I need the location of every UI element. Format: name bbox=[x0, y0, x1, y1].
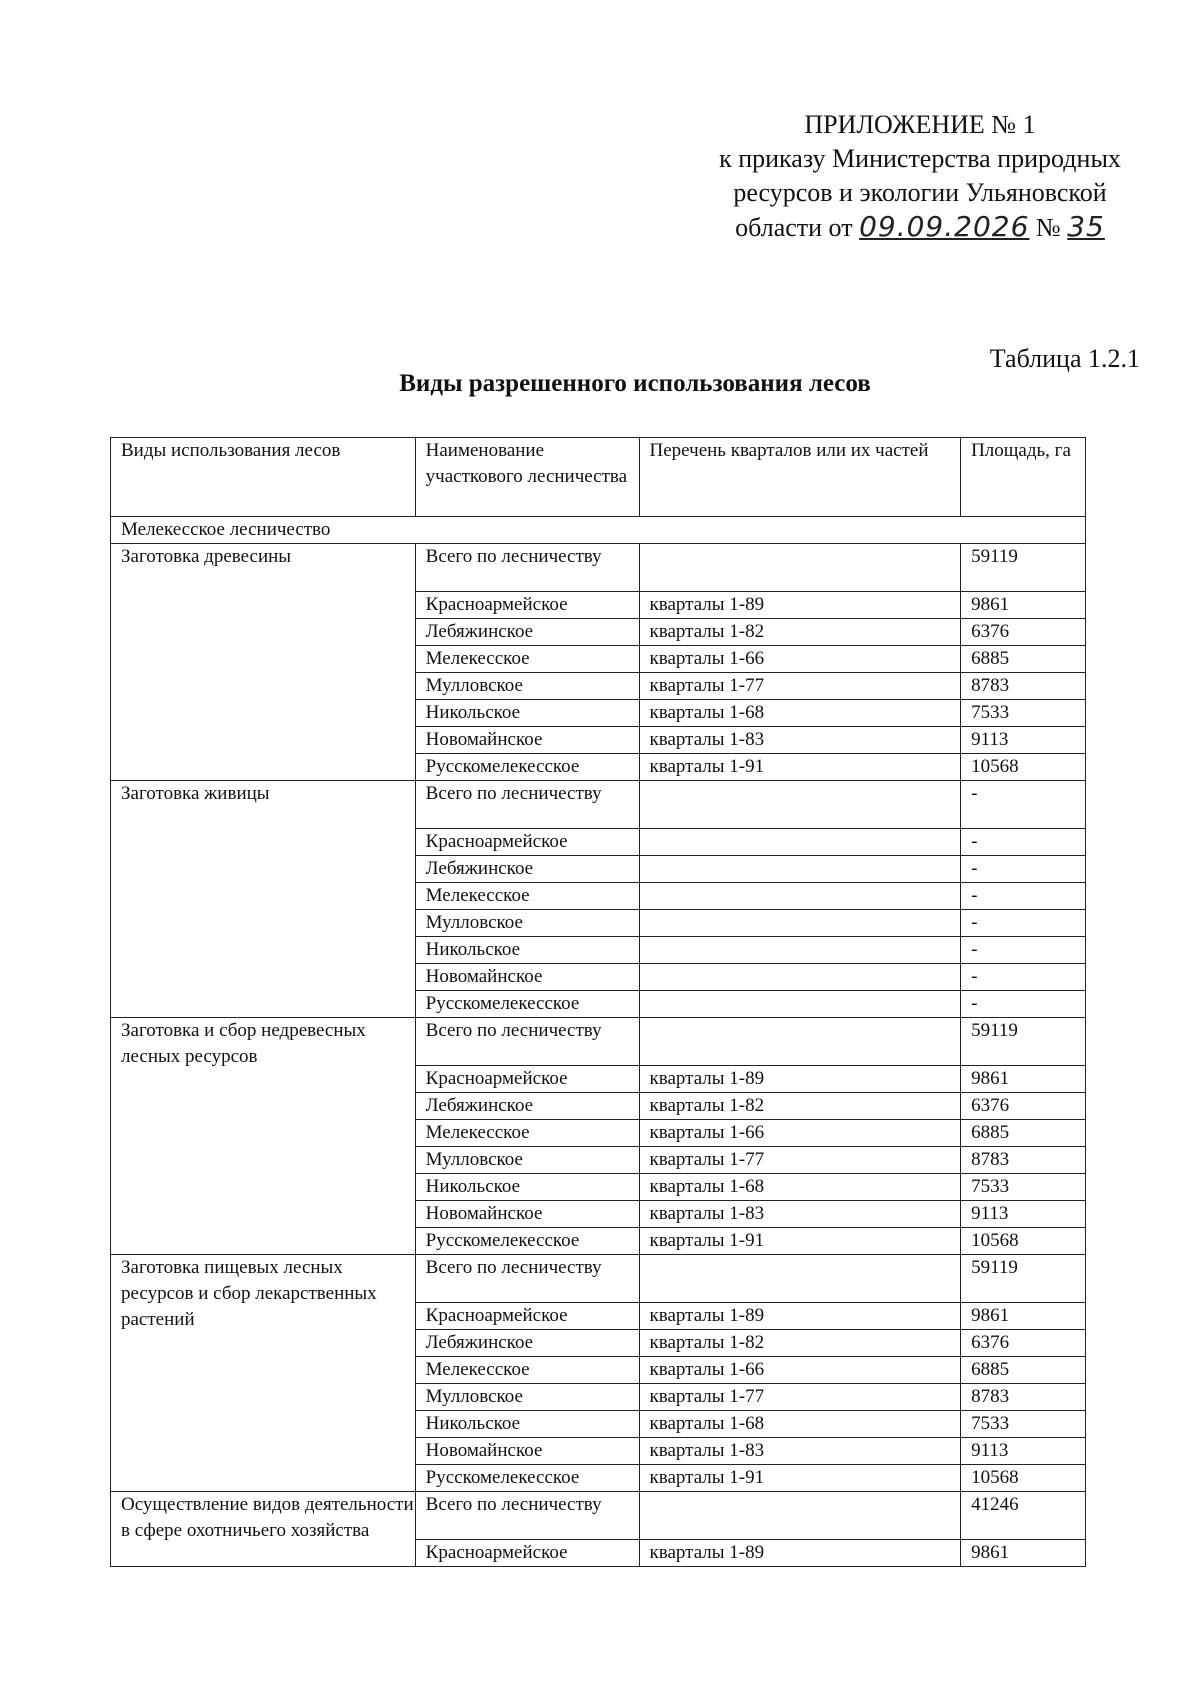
quarters-cell bbox=[639, 910, 961, 937]
quarters-cell: кварталы 1-66 bbox=[639, 1357, 961, 1384]
district-cell: Никольское bbox=[415, 1411, 639, 1438]
quarters-cell bbox=[639, 937, 961, 964]
table-row bbox=[111, 544, 1086, 592]
district-cell: Мулловское bbox=[415, 1147, 639, 1174]
district-cell: Всего по лесничеству bbox=[415, 1018, 639, 1066]
quarters-cell: кварталы 1-77 bbox=[639, 1147, 961, 1174]
area-cell: 10568 bbox=[961, 1465, 1086, 1492]
district-cell: Красноармейское bbox=[415, 1540, 639, 1567]
quarters-cell bbox=[639, 781, 961, 829]
area-cell: 7533 bbox=[961, 1411, 1086, 1438]
district-cell: Мулловское bbox=[415, 1384, 639, 1411]
district-cell: Всего по лесничеству bbox=[415, 1255, 639, 1303]
area-cell: 6376 bbox=[961, 1093, 1086, 1120]
area-cell: 41246 bbox=[961, 1492, 1086, 1540]
quarters-cell: кварталы 1-68 bbox=[639, 700, 961, 727]
district-cell: Никольское bbox=[415, 700, 639, 727]
district-cell: Всего по лесничеству bbox=[415, 544, 639, 592]
district-cell: Никольское bbox=[415, 1174, 639, 1201]
district-cell: Красноармейское bbox=[415, 1303, 639, 1330]
usage-type-cell: Заготовка пищевых лесных ресурсов и сбор лекарственных растений bbox=[111, 1255, 416, 1492]
district-cell: Русскомелекесское bbox=[415, 1228, 639, 1255]
area-cell: 10568 bbox=[961, 1228, 1086, 1255]
area-cell: 59119 bbox=[961, 1018, 1086, 1066]
area-cell: 8783 bbox=[961, 673, 1086, 700]
quarters-cell: кварталы 1-66 bbox=[639, 646, 961, 673]
district-cell: Мелекесское bbox=[415, 1357, 639, 1384]
area-cell: - bbox=[961, 883, 1086, 910]
quarters-cell: кварталы 1-91 bbox=[639, 1228, 961, 1255]
quarters-cell bbox=[639, 829, 961, 856]
appendix-title: ПРИЛОЖЕНИЕ № 1 bbox=[804, 110, 1036, 139]
area-cell: 9113 bbox=[961, 1201, 1086, 1228]
area-cell: 8783 bbox=[961, 1384, 1086, 1411]
district-cell: Лебяжинское bbox=[415, 856, 639, 883]
column-header: Перечень кварталов или их частей bbox=[639, 438, 961, 517]
area-cell: 7533 bbox=[961, 1174, 1086, 1201]
district-cell: Лебяжинское bbox=[415, 1093, 639, 1120]
order-line-3: ресурсов и экологии Ульяновской bbox=[733, 178, 1107, 207]
area-cell: 6885 bbox=[961, 646, 1086, 673]
area-cell: - bbox=[961, 910, 1086, 937]
area-cell: 8783 bbox=[961, 1147, 1086, 1174]
area-cell: 6376 bbox=[961, 1330, 1086, 1357]
area-cell: 7533 bbox=[961, 700, 1086, 727]
district-cell: Русскомелекесское bbox=[415, 991, 639, 1018]
quarters-cell bbox=[639, 964, 961, 991]
district-cell: Новомайнское bbox=[415, 727, 639, 754]
quarters-cell: кварталы 1-82 bbox=[639, 1093, 961, 1120]
area-cell: 9861 bbox=[961, 1540, 1086, 1567]
area-cell: - bbox=[961, 937, 1086, 964]
quarters-cell: кварталы 1-77 bbox=[639, 673, 961, 700]
usage-type-cell: Заготовка и сбор недревесных лесных ресурсов bbox=[111, 1018, 416, 1255]
usage-type-cell: Заготовка живицы bbox=[111, 781, 416, 1018]
area-cell: 6885 bbox=[961, 1357, 1086, 1384]
area-cell: 59119 bbox=[961, 544, 1086, 592]
quarters-cell: кварталы 1-83 bbox=[639, 1438, 961, 1465]
area-cell: 9861 bbox=[961, 1066, 1086, 1093]
table-title: Виды разрешенного использования лесов bbox=[399, 370, 871, 397]
quarters-cell: кварталы 1-89 bbox=[639, 1303, 961, 1330]
district-cell: Красноармейское bbox=[415, 592, 639, 619]
district-cell: Новомайнское bbox=[415, 1438, 639, 1465]
order-line-2: к приказу Министерства природных bbox=[719, 144, 1121, 173]
document-header bbox=[660, 108, 1180, 245]
quarters-cell: кварталы 1-89 bbox=[639, 1540, 961, 1567]
district-cell: Лебяжинское bbox=[415, 1330, 639, 1357]
district-cell: Мелекесское bbox=[415, 1120, 639, 1147]
district-cell: Мелекесское bbox=[415, 646, 639, 673]
area-cell: - bbox=[961, 856, 1086, 883]
quarters-cell bbox=[639, 1018, 961, 1066]
quarters-cell: кварталы 1-77 bbox=[639, 1384, 961, 1411]
area-cell: 9113 bbox=[961, 727, 1086, 754]
district-cell: Красноармейское bbox=[415, 829, 639, 856]
section-title: Мелекесское лесничество bbox=[111, 517, 1086, 544]
district-cell: Русскомелекесское bbox=[415, 754, 639, 781]
district-cell: Мелекесское bbox=[415, 883, 639, 910]
usage-type-cell: Заготовка древесины bbox=[111, 544, 416, 781]
quarters-cell bbox=[639, 883, 961, 910]
area-cell: - bbox=[961, 829, 1086, 856]
column-header: Виды использования лесов bbox=[111, 438, 416, 517]
column-header: Площадь, га bbox=[961, 438, 1086, 517]
area-cell: - bbox=[961, 991, 1086, 1018]
table-row bbox=[111, 781, 1086, 829]
area-cell: 6885 bbox=[961, 1120, 1086, 1147]
quarters-cell: кварталы 1-68 bbox=[639, 1174, 961, 1201]
section-row bbox=[111, 517, 1086, 544]
handwritten-date: 09.09.2026 bbox=[859, 210, 1030, 243]
table-number: Таблица 1.2.1 bbox=[989, 344, 1140, 373]
table-header-row bbox=[111, 438, 1086, 517]
district-cell: Всего по лесничеству bbox=[415, 781, 639, 829]
column-header: Наименование участкового лесничества bbox=[415, 438, 639, 517]
quarters-cell: кварталы 1-89 bbox=[639, 592, 961, 619]
table-row bbox=[111, 1018, 1086, 1066]
district-cell: Мулловское bbox=[415, 910, 639, 937]
area-cell: 10568 bbox=[961, 754, 1086, 781]
district-cell: Новомайнское bbox=[415, 964, 639, 991]
quarters-cell bbox=[639, 856, 961, 883]
table-row bbox=[111, 1492, 1086, 1540]
area-cell: 59119 bbox=[961, 1255, 1086, 1303]
quarters-cell bbox=[639, 544, 961, 592]
quarters-cell: кварталы 1-83 bbox=[639, 727, 961, 754]
quarters-cell bbox=[639, 1492, 961, 1540]
order-date-prefix: области от bbox=[735, 213, 853, 242]
district-cell: Всего по лесничеству bbox=[415, 1492, 639, 1540]
district-cell: Красноармейское bbox=[415, 1066, 639, 1093]
quarters-cell: кварталы 1-82 bbox=[639, 1330, 961, 1357]
quarters-cell: кварталы 1-91 bbox=[639, 1465, 961, 1492]
table-row bbox=[111, 1255, 1086, 1303]
area-cell: 9861 bbox=[961, 1303, 1086, 1330]
quarters-cell bbox=[639, 1255, 961, 1303]
district-cell: Лебяжинское bbox=[415, 619, 639, 646]
number-label: № bbox=[1035, 213, 1061, 242]
area-cell: - bbox=[961, 964, 1086, 991]
area-cell: 9113 bbox=[961, 1438, 1086, 1465]
forest-use-table bbox=[110, 437, 1086, 1567]
district-cell: Новомайнское bbox=[415, 1201, 639, 1228]
handwritten-number: 35 bbox=[1067, 210, 1105, 243]
order-line-4 bbox=[660, 210, 1180, 245]
district-cell: Никольское bbox=[415, 937, 639, 964]
quarters-cell: кварталы 1-82 bbox=[639, 619, 961, 646]
district-cell: Мулловское bbox=[415, 673, 639, 700]
district-cell: Русскомелекесское bbox=[415, 1465, 639, 1492]
area-cell: 6376 bbox=[961, 619, 1086, 646]
quarters-cell: кварталы 1-91 bbox=[639, 754, 961, 781]
area-cell: - bbox=[961, 781, 1086, 829]
quarters-cell: кварталы 1-66 bbox=[639, 1120, 961, 1147]
area-cell: 9861 bbox=[961, 592, 1086, 619]
quarters-cell: кварталы 1-68 bbox=[639, 1411, 961, 1438]
quarters-cell: кварталы 1-83 bbox=[639, 1201, 961, 1228]
table-body bbox=[111, 438, 1086, 1567]
quarters-cell bbox=[639, 991, 961, 1018]
usage-type-cell: Осуществление видов деятельности в сфере охотничьего хозяйства bbox=[111, 1492, 416, 1567]
quarters-cell: кварталы 1-89 bbox=[639, 1066, 961, 1093]
